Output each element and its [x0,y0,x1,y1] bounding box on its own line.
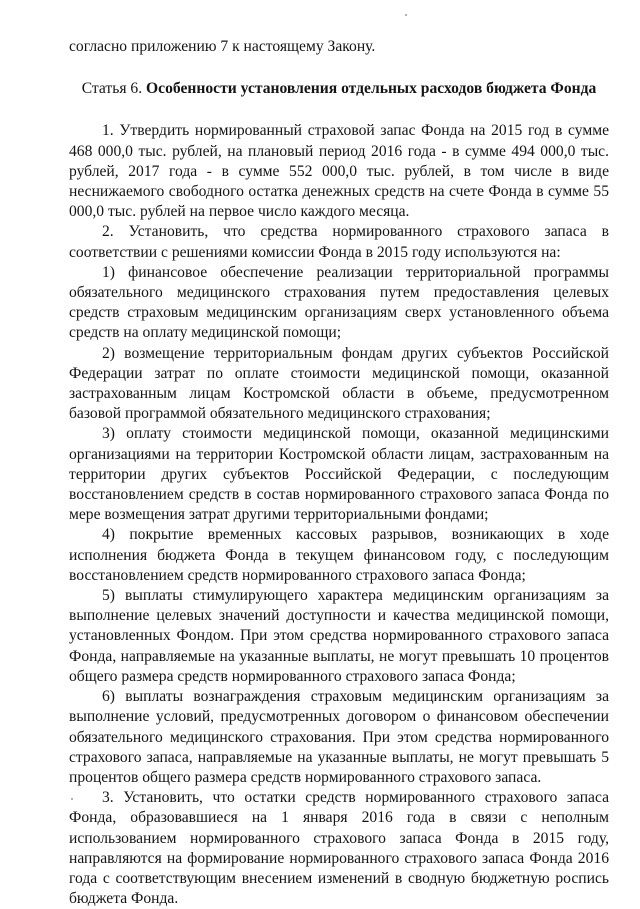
scan-artifact-dot [405,14,407,16]
list-item-4: 4) покрытие временных кассовых разрывов, возникающих в ходе исполнения бюджета Фонда в текущем финансовом году, с последующим восстановлением средств нормированного страхового запаса Фонда; [69,526,609,584]
paragraph-1: 1. Утвердить нормированный страховой запас Фонда на 2015 год в сумме 468 000,0 тыс. рублей, на плановый период 2016 года - в сумме 494 000,0 тыс. рублей, 2017 года - в сумме 552 000,0 тыс. рублей, в том числе в виде неснижаемого свободного остатка денежных средств на счете Фонда в сумме 55 000,0 тыс. рублей на первое число каждого месяца. [69,122,609,221]
list-item-1: 1) финансовое обеспечение реализации территориальной программы обязательного медицинского страхования путем предоставления целевых средств страховым медицинским организациям сверх установленного объема средств на оплату медицинской помощи; [69,263,609,342]
document-body [69,37,609,909]
article-number: Статья 6. [81,80,143,98]
article-title: Особенности установления отдельных расходов бюджета Фонда [146,80,597,98]
list-item-6: 6) выплаты вознаграждения страховым медицинским организациям за выполнение условий, предусмотренных договором о финансовом обеспечении обязательного медицинского страхования. При этом средства нормированного страхового запаса, направляемые на указанные выплаты, не могут превышать 5 процентов общего размера средств нормированного страхового запаса. [69,688,609,786]
paragraph-3: 3. Установить, что остатки средств нормированного страхового запаса Фонда, образовавшиеся на 1 января 2016 года в связи с неполным использованием нормированного страхового запаса Фонда в 2015 году, направляются на формирование нормированного страхового запаса Фонда 2016 года с соответствующим внесением изменений в сводную бюджетную роспись бюджета Фонда. [69,789,609,908]
list-item-3: 3) оплату стоимости медицинской помощи, оказанной медицинскими организациями на территории Костромской области лицам, застрахованным на территории других субъектов Российской Федерации, с последующим восстановлением средств в состав нормированного страхового запаса Фонда по мере возмещения затрат другими территориальными фондами; [69,425,609,524]
intro-line: согласно приложению 7 к настоящему Закону. [69,38,376,55]
list-item-2: 2) возмещение территориальным фондам других субъектов Российской Федерации затрат по оплате стоимости медицинской помощи, оказанной застрахованным лицам Костромской области в объеме, предусмотренном базовой программой обязательного медицинского страхования; [69,344,609,423]
paragraph-2: 2. Установить, что средства нормированного страхового запаса в соответствии с решениями комиссии Фонда в 2015 году используются на: [69,223,609,261]
article-heading [69,57,609,121]
list-item-5: 5) выплаты стимулирующего характера медицинским организациям за выполнение целевых значений доступности и качества медицинской помощи, установленных Фондом. При этом средства нормированного страхового запаса Фонда, направляемые на указанные выплаты, не могут превышать 10 процентов общего размера средств нормированного страхового запаса Фонда; [69,587,609,685]
